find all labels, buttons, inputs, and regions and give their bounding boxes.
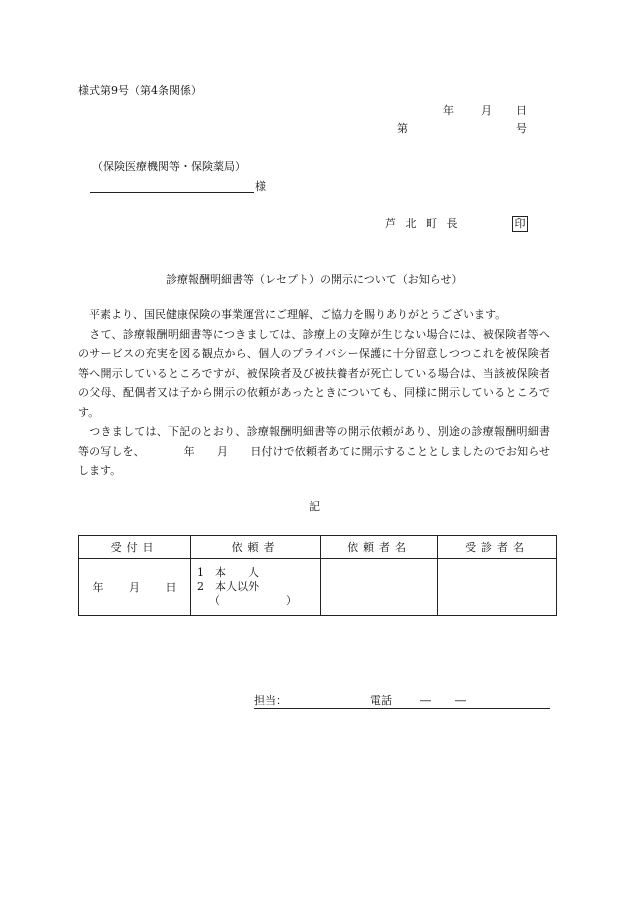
paragraph-3: つきましては、下記のとおり、診療報酬明細書等の開示依頼があり、別途の診療報酬明細書等の写しを、 年 月 日付けで依頼者あてに開示することとしましたのでお知らせします。 xyxy=(78,425,550,477)
phone-dash-2: ― xyxy=(455,694,466,707)
sender-name: 芦 北 町 長 xyxy=(385,217,458,230)
option-self: 1 本 人 xyxy=(197,566,259,579)
table-header-row xyxy=(79,536,557,559)
contact-label: 担当： xyxy=(254,694,287,707)
date-year: 年 xyxy=(443,104,454,117)
doc-number-suffix: 号 xyxy=(516,122,527,135)
date-month: 月 xyxy=(481,104,492,117)
form-label: 様式第9号（第4条関係） xyxy=(78,84,202,97)
doc-number-prefix: 第 xyxy=(397,122,408,135)
ki-heading: 記 xyxy=(309,500,320,513)
cell-month: 月 xyxy=(129,581,140,594)
paragraph-1: 平素より、国民健康保険の事業運営にご理解、ご協力を賜りありがとうございます。 xyxy=(78,308,507,321)
cell-day: 日 xyxy=(165,581,177,594)
page-title: 診療報酬明細書等（レセプト）の開示について（お知らせ） xyxy=(166,273,463,286)
option-other-detail: （ ） xyxy=(209,594,297,607)
header-received-date: 受付日 xyxy=(79,536,191,559)
contact-underline xyxy=(254,708,550,709)
disclosure-table xyxy=(78,535,557,616)
table-row xyxy=(79,559,557,616)
seal-mark: 印 xyxy=(512,216,528,232)
addressee-honorific: 様 xyxy=(255,180,266,193)
phone-label: 電話 xyxy=(370,694,392,707)
patient-name-cell xyxy=(438,559,557,616)
date-day: 日 xyxy=(516,104,527,117)
phone-dash-1: ― xyxy=(420,694,431,707)
header-requester: 依頼者 xyxy=(191,536,321,559)
header-patient-name: 受診者名 xyxy=(438,536,557,559)
received-date-cell xyxy=(79,559,191,616)
option-other: 2 本人以外 xyxy=(197,580,259,593)
cell-year: 年 xyxy=(92,581,104,594)
addressee-underline xyxy=(90,192,254,193)
body-text xyxy=(78,305,550,481)
paragraph-2: さて、診療報酬明細書等につきましては、診療上の支障が生じない場合には、被保険者等へのサービスの充実を図る観点から、個人のプライバシー保護に十分留意しつつこれを被保険者等へ開示しているところですが、被保険者及び被扶養者が死亡している場合は、当該被保険者の父母、配偶者又は子から開示の依頼があったときについても、同様に開示しているところです。 xyxy=(78,327,550,419)
requester-name-cell xyxy=(321,559,438,616)
header-requester-name: 依頼者名 xyxy=(321,536,438,559)
addressee-org: （保険医療機関等・保険薬局） xyxy=(92,160,246,173)
requester-cell xyxy=(191,559,321,616)
